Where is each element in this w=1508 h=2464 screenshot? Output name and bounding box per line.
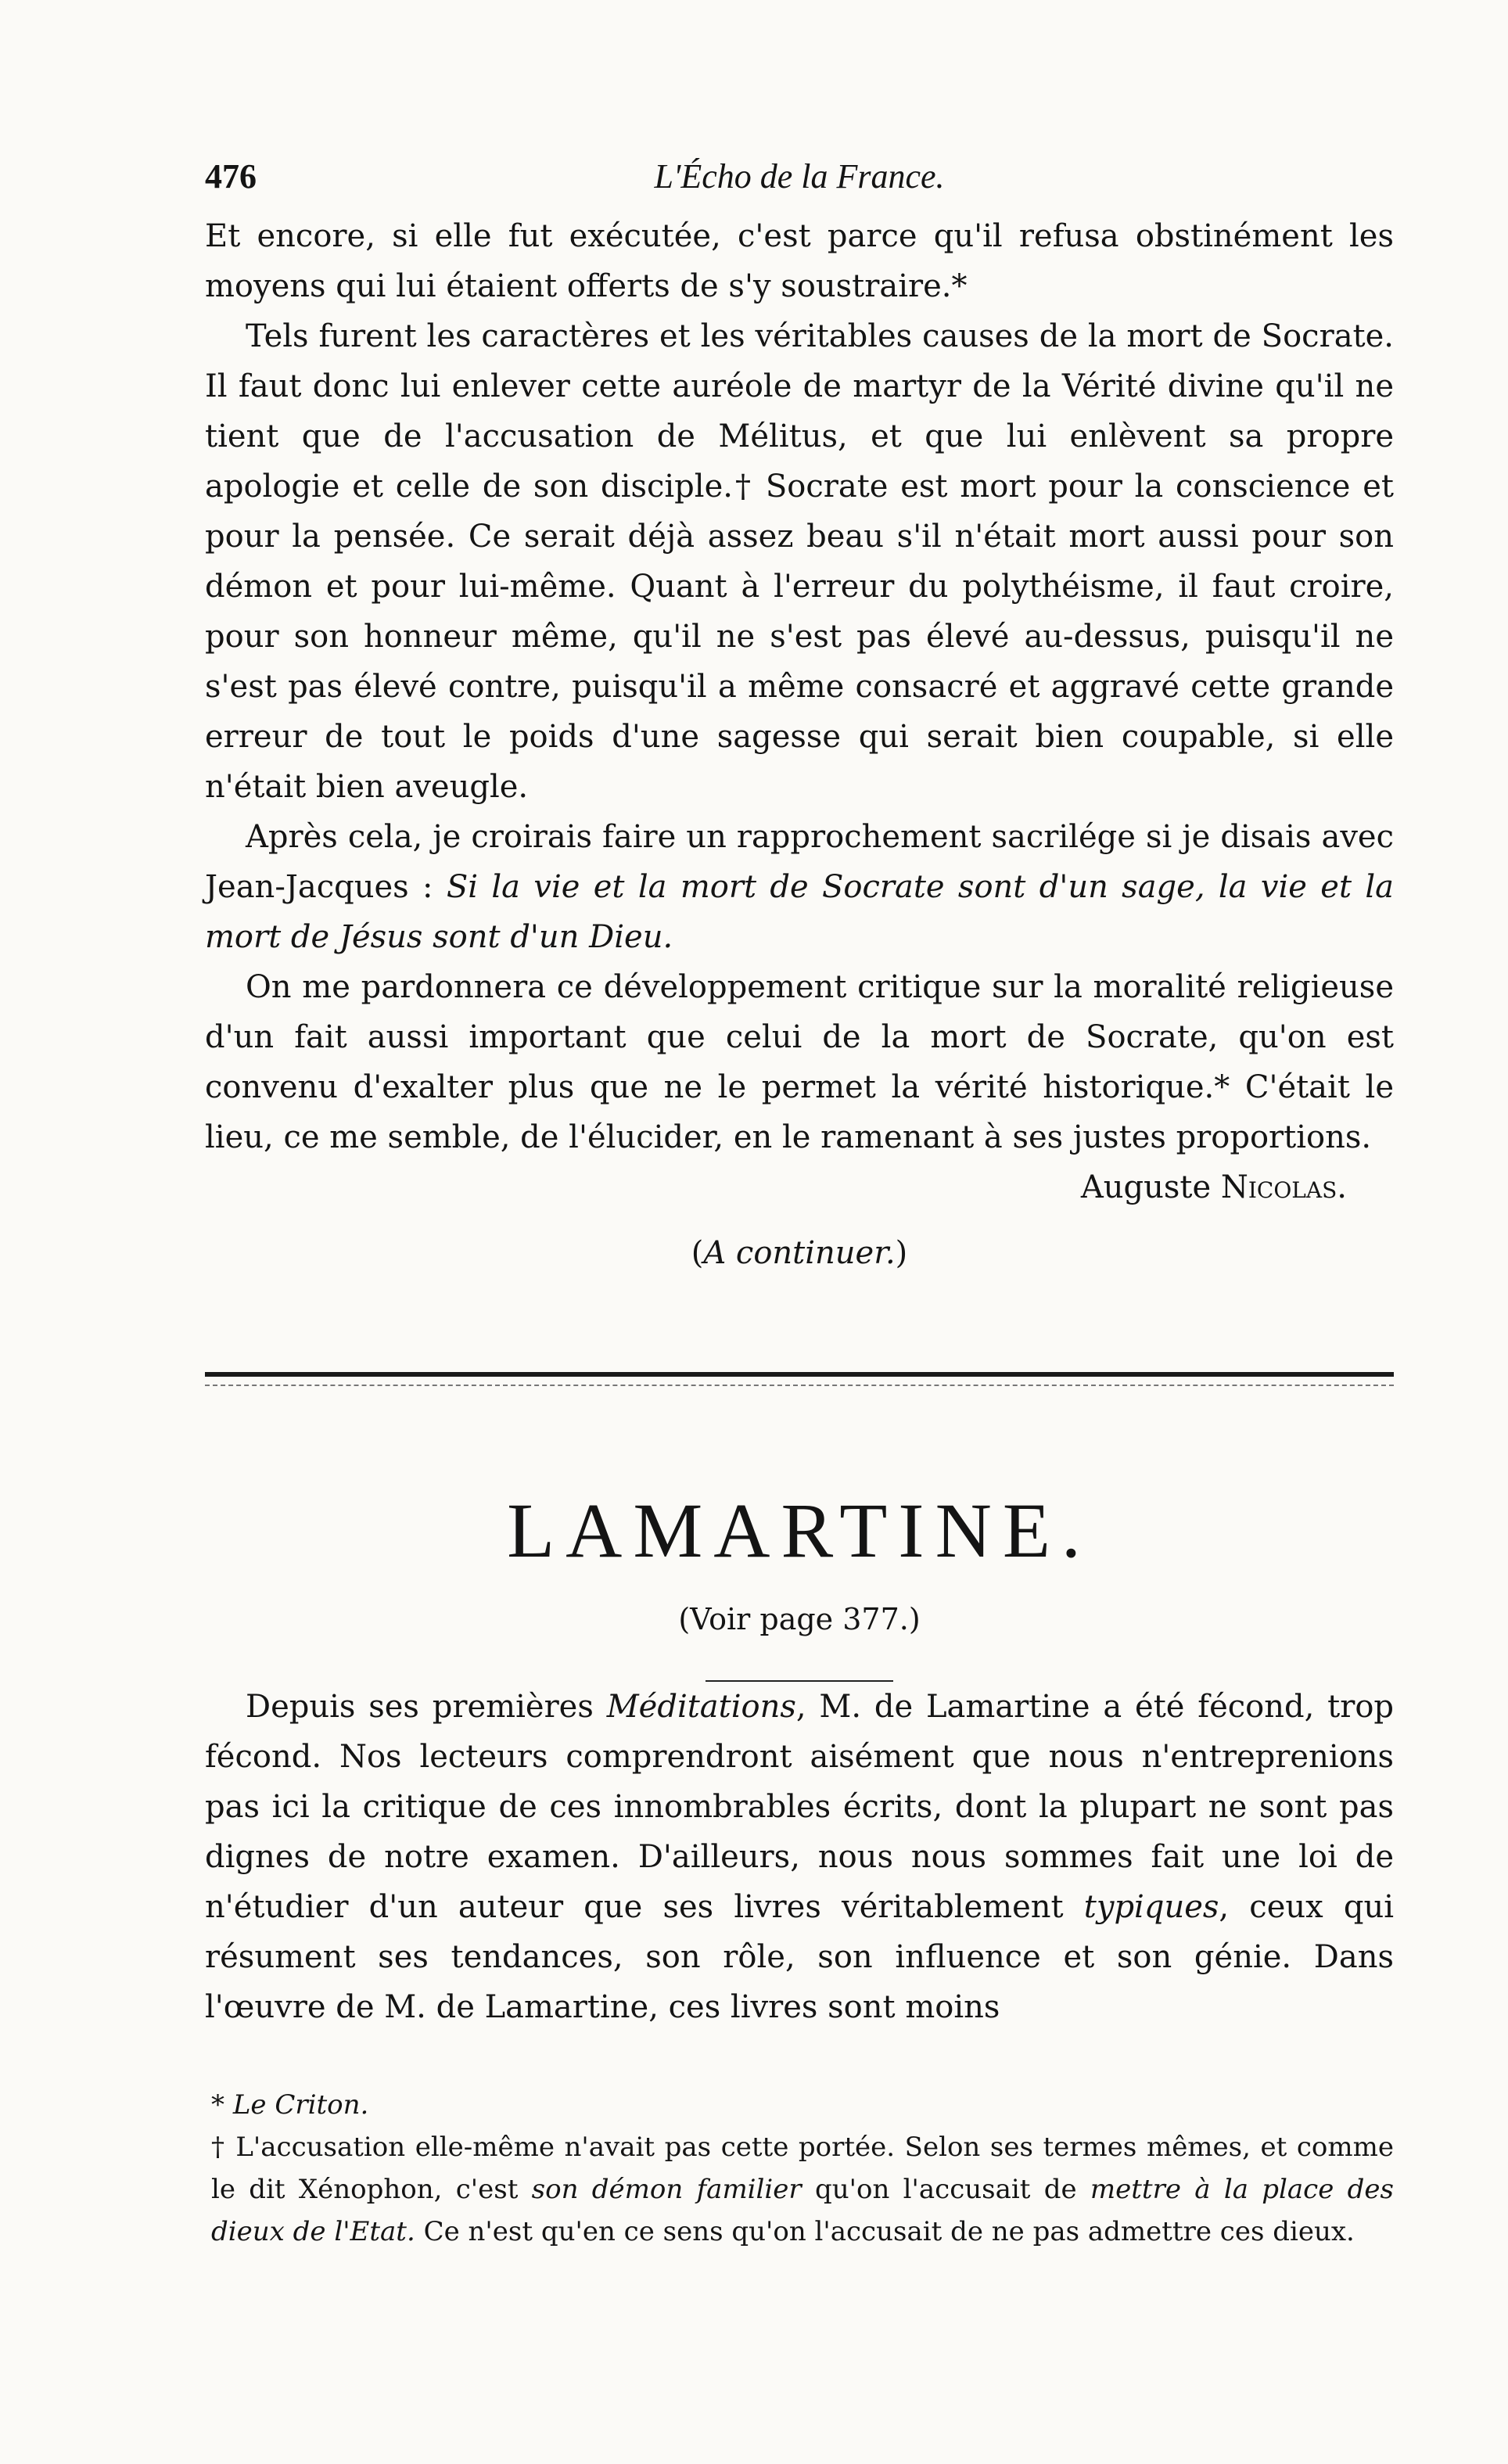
continue-close-paren: ) bbox=[895, 1235, 908, 1271]
author-signature bbox=[205, 1162, 1347, 1212]
emphasis-typiques: typiques bbox=[1083, 1889, 1219, 1925]
document-page bbox=[205, 156, 1394, 2253]
paragraph-2: Tels furent les caractères et les véritables causes de la mort de Socrate. Il faut donc lui enlever cette auréole de martyr de la Vérité divine qu'il ne tient que de l'accusation de Mélitus, et que lui enlèvent sa propre apologie et celle de son disciple.† Socrate est mort pour la conscience et pour la pensée. Ce serait déjà assez beau s'il n'était mort aussi pour son démon et pour lui-même. Quant à l'erreur du polythéisme, il faut croire, pour son honneur même, qu'il ne s'est pas élevé au-dessus, puisqu'il ne s'est pas élevé contre, puisqu'il a même consacré et aggravé cette grande erreur de tout le poids d'une sagesse qui serait bien coupable, si elle n'était bien aveugle. bbox=[205, 318, 1394, 805]
footnote-marker: * bbox=[211, 2089, 233, 2121]
text-run: Depuis ses premières bbox=[246, 1689, 607, 1725]
footnote-1 bbox=[205, 2084, 1394, 2126]
work-title-meditations: Méditations bbox=[606, 1689, 796, 1725]
continue-open-paren: ( bbox=[691, 1235, 704, 1271]
footnote-2 bbox=[205, 2126, 1394, 2253]
rousseau-quote: Si la vie et la mort de Socrate sont d'un sage, la vie et la mort de Jésus sont d'un Dieu. bbox=[205, 869, 1394, 955]
text-run: , ceux qui résument ses tendances, son rôle, son influence et son génie. Dans l'œuvre de M. de Lamartine, ces livres sont moins bbox=[205, 1889, 1394, 2025]
text-run-italic: son démon familier bbox=[531, 2174, 802, 2205]
section-divider bbox=[205, 1372, 1394, 1386]
text-run: Ce n'est qu'en ce sens qu'on l'accusait de ne pas admettre ces dieux. bbox=[415, 2216, 1355, 2247]
section-title: LAMARTINE. bbox=[507, 1487, 1092, 1574]
article-socrate bbox=[205, 211, 1394, 1278]
to-be-continued bbox=[205, 1228, 1394, 1278]
paragraph-3 bbox=[205, 812, 1394, 962]
author-first-name: Auguste bbox=[1080, 1169, 1212, 1205]
journal-title: L'Écho de la France. bbox=[654, 157, 945, 196]
article-lamartine bbox=[205, 1488, 1394, 2032]
paragraph-1: Et encore, si elle fut exécutée, c'est parce qu'il refusa obstinément les moyens qui lui étaient offerts de s'y soustraire.* bbox=[205, 218, 1394, 304]
footnotes bbox=[205, 2084, 1394, 2253]
author-last-name: Nicolas. bbox=[1220, 1169, 1347, 1205]
section-reference: (Voir page 377.) bbox=[678, 1602, 921, 1636]
lamartine-paragraph-1 bbox=[205, 1682, 1394, 2032]
running-head bbox=[205, 156, 1394, 211]
text-run: , M. de Lamartine a été fécond, trop fécond. Nos lecteurs comprendront aisément que nous n'entreprenions pas ici la critique de ces innombrables écrits, dont la plupart ne sont pas dignes de notre examen. D'ailleurs, nous nous sommes fait une loi de n'étudier d'un auteur que ses livres véritablement bbox=[205, 1689, 1395, 1925]
footnote-1-text: Le Criton. bbox=[232, 2089, 369, 2121]
text-run: † L'accusation elle-même n'avait pas cette portée. Selon ses termes mêmes, et comme le dit Xénophon, c'est bbox=[211, 2132, 1394, 2205]
page-number: 476 bbox=[205, 157, 257, 196]
paragraph-4: On me pardonnera ce développement critique sur la moralité religieuse d'un fait aussi important que celui de la mort de Socrate, qu'on est convenu d'exalter plus que ne le permet la vérité historique.* C'était le lieu, ce me semble, de l'élucider, en le ramenant à ses justes proportions. bbox=[205, 969, 1394, 1155]
text-run-italic: mettre à la place des dieux de l'Etat. bbox=[211, 2174, 1394, 2247]
paragraph-3-text: Après cela, je croirais faire un rapprochement sacrilége si je disais avec Jean-Jacques : bbox=[205, 819, 1394, 905]
text-run: qu'on l'accusait de bbox=[801, 2174, 1090, 2205]
continue-text: A continuer. bbox=[703, 1235, 896, 1271]
